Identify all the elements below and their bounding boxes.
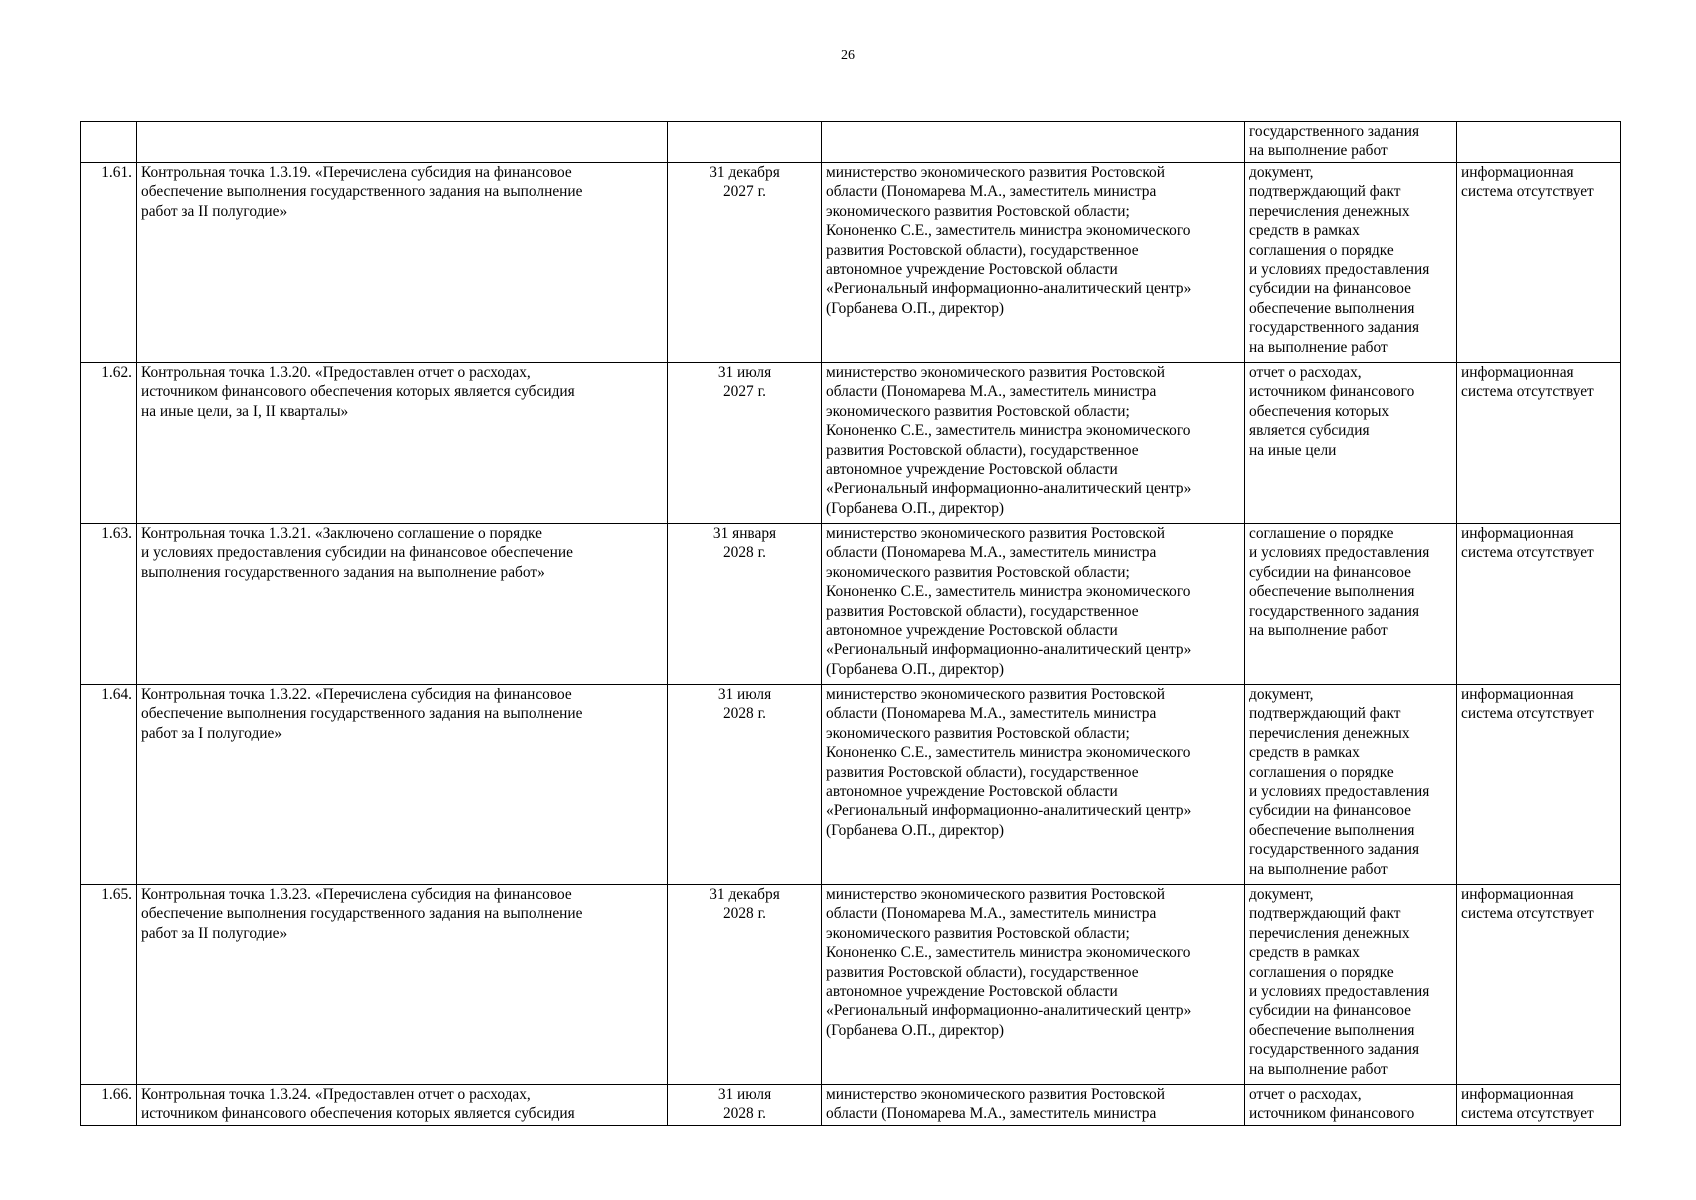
confirming-document: государственного задания на выполнение работ xyxy=(1245,122,1457,163)
confirming-document: соглашение о порядке и условиях предоставления субсидии на финансовое обеспечение выполнения государственного задания на выполнение работ xyxy=(1245,524,1457,685)
responsible-executor: министерство экономического развития Ростовской области (Пономарева М.А., заместитель министра экономического развития Ростовской области; Кононенко С.Е., заместитель министра экономического развития Ростовской области), государственное автономное учреждение Ростовской области «Региональный информационно-аналитический центр» (Горбанева О.П., директор) xyxy=(822,685,1245,885)
confirming-document: документ, подтверждающий факт перечисления денежных средств в рамках соглашения о порядке и условиях предоставления субсидии на финансовое обеспечение выполнения государственного задания на выполнение работ xyxy=(1245,685,1457,885)
row-number: 1.64. xyxy=(81,685,137,885)
confirming-document: документ, подтверждающий факт перечисления денежных средств в рамках соглашения о порядке и условиях предоставления субсидии на финансовое обеспечение выполнения государственного задания на выполнение работ xyxy=(1245,163,1457,363)
information-system: информационная система отсутствует xyxy=(1457,885,1621,1085)
confirming-document: отчет о расходах, источником финансового обеспечения которых является субсидия на иные цели xyxy=(1245,363,1457,524)
confirming-document: документ, подтверждающий факт перечисления денежных средств в рамках соглашения о порядке и условиях предоставления субсидии на финансовое обеспечение выполнения государственного задания на выполнение работ xyxy=(1245,885,1457,1085)
deadline-date: 31 января 2028 г. xyxy=(668,524,822,685)
information-system: информационная система отсутствует xyxy=(1457,1085,1621,1126)
table-row xyxy=(81,363,1621,524)
row-number: 1.65. xyxy=(81,885,137,1085)
control-point-name: Контрольная точка 1.3.24. «Предоставлен отчет о расходах, источником финансового обеспечения которых является субсидия xyxy=(137,1085,668,1126)
information-system: информационная система отсутствует xyxy=(1457,685,1621,885)
table-row xyxy=(81,685,1621,885)
deadline-date: 31 декабря 2027 г. xyxy=(668,163,822,363)
control-point-name xyxy=(137,122,668,163)
information-system: информационная система отсутствует xyxy=(1457,163,1621,363)
deadline-date: 31 июля 2028 г. xyxy=(668,685,822,885)
table-row xyxy=(81,1085,1621,1126)
row-number: 1.62. xyxy=(81,363,137,524)
deadline-date: 31 июля 2028 г. xyxy=(668,1085,822,1126)
deadline-date: 31 декабря 2028 г. xyxy=(668,885,822,1085)
row-number: 1.66. xyxy=(81,1085,137,1126)
control-point-name: Контрольная точка 1.3.20. «Предоставлен отчет о расходах, источником финансового обеспечения которых является субсидия на иные цели, за I, II кварталы» xyxy=(137,363,668,524)
control-point-name: Контрольная точка 1.3.21. «Заключено соглашение о порядке и условиях предоставления субсидии на финансовое обеспечение выполнения государственного задания на выполнение работ» xyxy=(137,524,668,685)
information-system: информационная система отсутствует xyxy=(1457,524,1621,685)
page-number: 26 xyxy=(841,48,855,63)
control-point-name: Контрольная точка 1.3.23. «Перечислена субсидия на финансовое обеспечение выполнения государственного задания на выполнение работ за II полугодие» xyxy=(137,885,668,1085)
table-row xyxy=(81,524,1621,685)
row-number: 1.63. xyxy=(81,524,137,685)
deadline-date xyxy=(668,122,822,163)
responsible-executor: министерство экономического развития Ростовской области (Пономарева М.А., заместитель министра экономического развития Ростовской области; Кононенко С.Е., заместитель министра экономического развития Ростовской области), государственное автономное учреждение Ростовской области «Региональный информационно-аналитический центр» (Горбанева О.П., директор) xyxy=(822,885,1245,1085)
control-point-name: Контрольная точка 1.3.19. «Перечислена субсидия на финансовое обеспечение выполнения государственного задания на выполнение работ за II полугодие» xyxy=(137,163,668,363)
responsible-executor: министерство экономического развития Ростовской области (Пономарева М.А., заместитель министра экономического развития Ростовской области; Кононенко С.Е., заместитель министра экономического развития Ростовской области), государственное автономное учреждение Ростовской области «Региональный информационно-аналитический центр» (Горбанева О.П., директор) xyxy=(822,163,1245,363)
information-system xyxy=(1457,122,1621,163)
information-system: информационная система отсутствует xyxy=(1457,363,1621,524)
confirming-document: отчет о расходах, источником финансового xyxy=(1245,1085,1457,1126)
control-points-table xyxy=(80,121,1621,1126)
responsible-executor xyxy=(822,122,1245,163)
table-row-continuation xyxy=(81,122,1621,163)
row-number: 1.61. xyxy=(81,163,137,363)
row-number xyxy=(81,122,137,163)
responsible-executor: министерство экономического развития Ростовской области (Пономарева М.А., заместитель министра xyxy=(822,1085,1245,1126)
table-row xyxy=(81,885,1621,1085)
control-point-name: Контрольная точка 1.3.22. «Перечислена субсидия на финансовое обеспечение выполнения государственного задания на выполнение работ за I полугодие» xyxy=(137,685,668,885)
responsible-executor: министерство экономического развития Ростовской области (Пономарева М.А., заместитель министра экономического развития Ростовской области; Кононенко С.Е., заместитель министра экономического развития Ростовской области), государственное автономное учреждение Ростовской области «Региональный информационно-аналитический центр» (Горбанева О.П., директор) xyxy=(822,363,1245,524)
table-row xyxy=(81,163,1621,363)
responsible-executor: министерство экономического развития Ростовской области (Пономарева М.А., заместитель министра экономического развития Ростовской области; Кононенко С.Е., заместитель министра экономического развития Ростовской области), государственное автономное учреждение Ростовской области «Региональный информационно-аналитический центр» (Горбанева О.П., директор) xyxy=(822,524,1245,685)
deadline-date: 31 июля 2027 г. xyxy=(668,363,822,524)
